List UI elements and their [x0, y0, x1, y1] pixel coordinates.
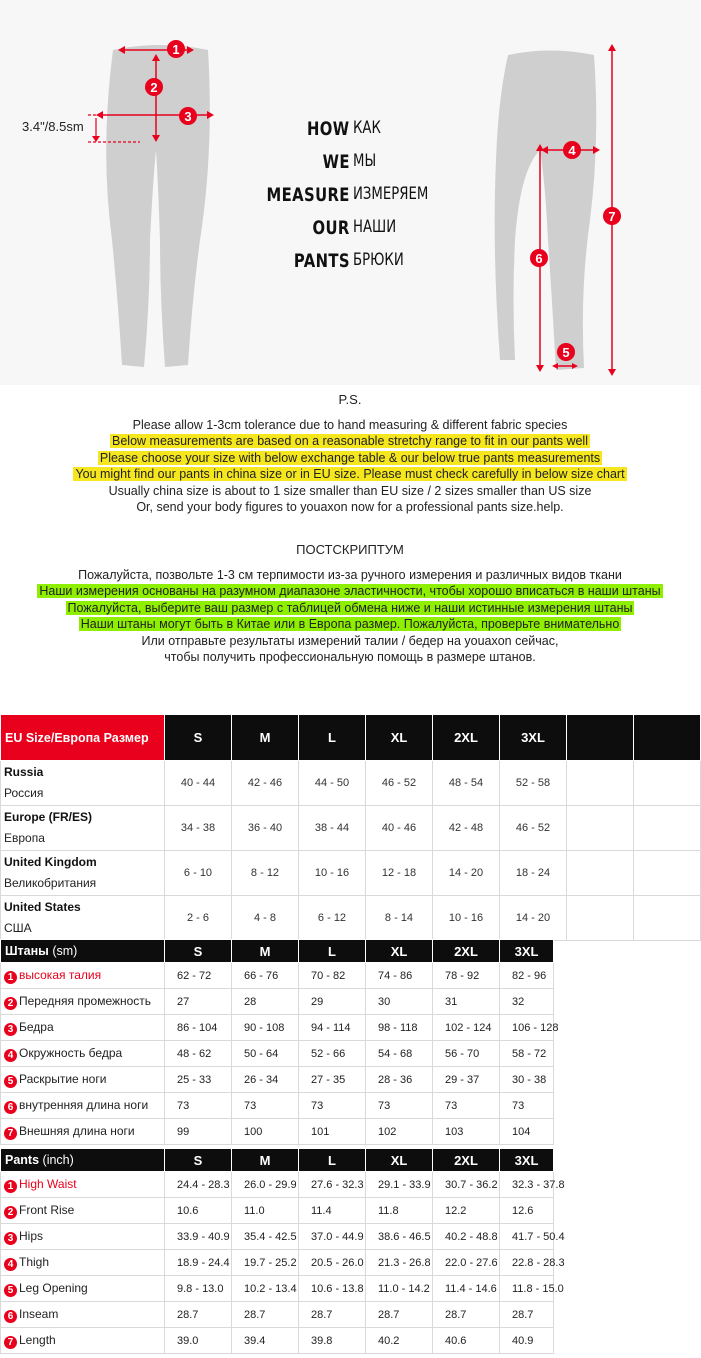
measurement-value-cell: 73 [299, 1093, 366, 1119]
note-text: You might find our pants in china size or in EU size. Please must check carefully in below size chart [75, 467, 625, 481]
measurement-row [1, 1250, 554, 1276]
size-range-cell: 36 - 40 [232, 806, 299, 851]
empty-cell [634, 761, 701, 806]
number-badge-icon: 1 [4, 1180, 17, 1193]
measurement-value-cell: 40.9 [500, 1328, 554, 1354]
measurement-label-cell [1, 1172, 165, 1198]
measurement-value-cell: 66 - 76 [232, 963, 299, 989]
size-range-cell: 42 - 46 [232, 761, 299, 806]
size-header-cell: 2XL [433, 715, 500, 761]
number-badge-icon: 5 [4, 1284, 17, 1297]
marker-2: 2 [150, 80, 158, 95]
measurement-value-cell: 27 - 35 [299, 1067, 366, 1093]
measurement-value-cell: 52 - 66 [299, 1041, 366, 1067]
measurement-label: внутренняя длина ноги [19, 1097, 149, 1112]
size-range-cell: 46 - 52 [500, 806, 567, 851]
measurement-value-cell: 12.2 [433, 1198, 500, 1224]
notes-en-title: P.S. [338, 392, 362, 407]
note-line [0, 616, 700, 633]
note-text: Below measurements are based on a reasonable stretchy range to fit in our pants well [112, 434, 588, 448]
size-range-cell: 40 - 44 [165, 761, 232, 806]
measurement-row [1, 963, 554, 989]
number-badge-icon: 6 [4, 1101, 17, 1114]
size-header-cell: L [299, 715, 366, 761]
note-text: Или отправьте результаты измерений талии / бедер на youaxon сейчас, [141, 633, 559, 648]
measurement-label-cell [1, 1224, 165, 1250]
size-range-cell: 48 - 54 [433, 761, 500, 806]
measurement-value-cell: 18.9 - 24.4 [165, 1250, 232, 1276]
notes-english [0, 392, 700, 516]
size-header-cell: L [299, 1149, 366, 1172]
measurement-label: Length [19, 1332, 56, 1347]
note-line [0, 483, 700, 500]
measurement-value-cell: 24.4 - 28.3 [165, 1172, 232, 1198]
measurement-row [1, 1172, 554, 1198]
how-row-5 [255, 250, 455, 280]
table-title: Pants [5, 1153, 40, 1167]
size-conversion-table [0, 714, 701, 941]
number-badge-icon: 3 [4, 1232, 17, 1245]
measurement-value-cell: 26.0 - 29.9 [232, 1172, 299, 1198]
measurement-row [1, 1224, 554, 1250]
measurement-label: High Waist [19, 1176, 77, 1191]
region-cell [1, 896, 165, 941]
measurement-value-cell: 22.0 - 27.6 [433, 1250, 500, 1276]
measurement-value-cell: 56 - 70 [433, 1041, 500, 1067]
measurement-value-cell: 73 [366, 1093, 433, 1119]
measurement-value-cell: 10.6 [165, 1198, 232, 1224]
measurement-value-cell: 11.8 [366, 1198, 433, 1224]
measurement-value-cell: 39.4 [232, 1328, 299, 1354]
marker-1: 1 [172, 42, 180, 57]
size-header-cell: 2XL [433, 1149, 500, 1172]
measurement-row [1, 989, 554, 1015]
note-text: Пожалуйста, выберите ваш размер с таблицей обмена ниже и наши истинные измерения штаны [67, 600, 633, 615]
size-range-cell: 38 - 44 [299, 806, 366, 851]
measurement-label-cell [1, 1015, 165, 1041]
size-range-cell: 8 - 14 [366, 896, 433, 941]
size-range-cell: 42 - 48 [433, 806, 500, 851]
measurement-value-cell: 11.0 - 14.2 [366, 1276, 433, 1302]
measurement-value-cell: 21.3 - 26.8 [366, 1250, 433, 1276]
measurement-value-cell: 29.1 - 33.9 [366, 1172, 433, 1198]
measurement-value-cell: 28.7 [433, 1302, 500, 1328]
measurement-label-cell [1, 1198, 165, 1224]
measurement-value-cell: 102 [366, 1119, 433, 1145]
empty-cell [634, 896, 701, 941]
measurement-label: Front Rise [19, 1202, 75, 1217]
measurement-value-cell: 26 - 34 [232, 1067, 299, 1093]
how-en-5: PANTS [293, 250, 350, 272]
measurement-label: Бедра [19, 1019, 54, 1034]
region-cell [1, 851, 165, 896]
how-row-4 [255, 217, 455, 247]
note-line [0, 433, 700, 450]
measurement-value-cell: 94 - 114 [299, 1015, 366, 1041]
number-badge-icon: 5 [4, 1075, 17, 1088]
empty-cell [567, 851, 634, 896]
measurement-label-cell [1, 1328, 165, 1354]
note-line [0, 450, 700, 467]
measurement-value-cell: 30.7 - 36.2 [433, 1172, 500, 1198]
measurement-row [1, 1276, 554, 1302]
rise-offset-label: 3.4"/8.5sm [22, 119, 84, 134]
empty-cell [634, 851, 701, 896]
measurement-row [1, 1119, 554, 1145]
measurement-value-cell: 28 - 36 [366, 1067, 433, 1093]
size-range-cell: 6 - 12 [299, 896, 366, 941]
eu-size-header: EU Size/Европа Размер [1, 715, 165, 761]
empty-cell [567, 806, 634, 851]
marker-7: 7 [608, 209, 616, 224]
measurement-value-cell: 48 - 62 [165, 1041, 232, 1067]
measurement-label-cell [1, 963, 165, 989]
note-text: чтобы получить профессиональную помощь в размере штанов. [164, 650, 536, 664]
measurement-label-cell [1, 1093, 165, 1119]
how-row-1 [255, 118, 455, 148]
size-range-cell: 44 - 50 [299, 761, 366, 806]
note-line [0, 567, 700, 584]
size-range-cell: 52 - 58 [500, 761, 567, 806]
size-header-cell: 2XL [433, 940, 500, 963]
size-header-cell: S [165, 940, 232, 963]
measurement-value-cell: 20.5 - 26.0 [299, 1250, 366, 1276]
measurement-value-cell: 58 - 72 [500, 1041, 554, 1067]
measurement-value-cell: 100 [232, 1119, 299, 1145]
note-line [0, 633, 700, 650]
measurement-value-cell: 86 - 104 [165, 1015, 232, 1041]
table-title: Штаны [5, 944, 49, 958]
measurement-value-cell: 35.4 - 42.5 [232, 1224, 299, 1250]
measurement-value-cell: 73 [232, 1093, 299, 1119]
pants-sm-table [0, 939, 559, 1145]
measurement-value-cell: 12.6 [500, 1198, 554, 1224]
note-text: Наши измерения основаны на разумном диапазоне эластичности, чтобы хорошо вписаться в наши штаны [39, 584, 661, 598]
measurement-value-cell: 29 [299, 989, 366, 1015]
marker-4: 4 [568, 143, 576, 158]
size-range-cell: 2 - 6 [165, 896, 232, 941]
measurement-value-cell: 73 [500, 1093, 554, 1119]
region-cell [1, 806, 165, 851]
how-en-3: MEASURE [266, 184, 350, 206]
size-range-cell: 12 - 18 [366, 851, 433, 896]
note-text: Or, send your body figures to youaxon now for a professional pants size.help. [136, 500, 564, 514]
size-header-cell: S [165, 1149, 232, 1172]
measurement-label: Раскрытие ноги [19, 1071, 107, 1086]
measurement-value-cell: 41.7 - 50.4 [500, 1224, 554, 1250]
number-badge-icon: 2 [4, 997, 17, 1010]
how-ru-5: БРЮКИ [353, 250, 404, 270]
how-en-2: WE [322, 151, 350, 173]
measurement-row [1, 1067, 554, 1093]
size-header-cell: XL [366, 1149, 433, 1172]
measurement-value-cell: 28.7 [299, 1302, 366, 1328]
size-range-cell: 14 - 20 [433, 851, 500, 896]
size-range-cell: 10 - 16 [299, 851, 366, 896]
measurement-value-cell: 40.2 [366, 1328, 433, 1354]
empty-header-cell [634, 715, 701, 761]
measurement-row [1, 1015, 554, 1041]
measurement-value-cell: 25 - 33 [165, 1067, 232, 1093]
notes-en-lines [0, 417, 700, 516]
notes-ru-title: ПОСТСКРИПТУМ [296, 542, 404, 557]
size-range-cell: 46 - 52 [366, 761, 433, 806]
note-text: Наши штаны могут быть в Китае или в Европа размер. Пожалуйста, проверьте внимательно [80, 617, 620, 631]
measurement-value-cell: 90 - 108 [232, 1015, 299, 1041]
size-range-cell: 10 - 16 [433, 896, 500, 941]
size-range-cell: 34 - 38 [165, 806, 232, 851]
size-header-cell: L [299, 940, 366, 963]
how-ru-4: НАШИ [353, 217, 397, 237]
measurement-label: Leg Opening [19, 1280, 88, 1295]
how-en-1: HOW [307, 118, 350, 140]
note-text: Please allow 1-3cm tolerance due to hand measuring & different fabric species [132, 417, 568, 432]
measurement-label-cell [1, 1302, 165, 1328]
conversion-row [1, 806, 701, 851]
measurement-value-cell: 39.8 [299, 1328, 366, 1354]
measurement-value-cell: 11.8 - 15.0 [500, 1276, 554, 1302]
measurement-value-cell: 98 - 118 [366, 1015, 433, 1041]
measurement-label-cell [1, 1250, 165, 1276]
note-line [0, 417, 700, 434]
measurement-row [1, 1302, 554, 1328]
measurement-value-cell: 27 [165, 989, 232, 1015]
size-range-cell: 4 - 8 [232, 896, 299, 941]
measurement-value-cell: 62 - 72 [165, 963, 232, 989]
measurement-value-cell: 11.4 [299, 1198, 366, 1224]
measurement-value-cell: 28 [232, 989, 299, 1015]
measurement-label-cell [1, 1276, 165, 1302]
measurement-value-cell: 40.2 - 48.8 [433, 1224, 500, 1250]
empty-cell [634, 806, 701, 851]
measurement-label: Hips [19, 1228, 44, 1243]
measurement-label-cell [1, 1067, 165, 1093]
measurement-value-cell: 9.8 - 13.0 [165, 1276, 232, 1302]
measurement-illustration [0, 0, 700, 385]
conversion-row [1, 851, 701, 896]
measurement-value-cell: 73 [165, 1093, 232, 1119]
region-name-ru: Великобритания [4, 876, 97, 890]
region-name-en: United States [4, 900, 81, 914]
measurement-value-cell: 28.7 [232, 1302, 299, 1328]
measurement-label: Inseam [19, 1306, 59, 1321]
measurement-value-cell: 73 [433, 1093, 500, 1119]
marker-5: 5 [562, 345, 570, 360]
measurement-value-cell: 39.0 [165, 1328, 232, 1354]
number-badge-icon: 7 [4, 1127, 17, 1140]
measurement-value-cell: 101 [299, 1119, 366, 1145]
measurement-row [1, 1041, 554, 1067]
size-header-cell: 3XL [500, 715, 567, 761]
region-name-en: Europe (FR/ES) [4, 810, 93, 824]
measurement-value-cell: 99 [165, 1119, 232, 1145]
measurement-label: Внешняя длина ноги [19, 1123, 135, 1138]
measurement-value-cell: 40.6 [433, 1328, 500, 1354]
measurement-value-cell: 32 [500, 989, 554, 1015]
size-header-cell: S [165, 715, 232, 761]
note-line [0, 583, 700, 600]
how-ru-1: КАК [353, 118, 381, 138]
measurement-label-cell [1, 989, 165, 1015]
how-row-3 [255, 184, 455, 214]
marker-6: 6 [535, 251, 543, 266]
measurement-value-cell: 37.0 - 44.9 [299, 1224, 366, 1250]
pants-inch-table [0, 1148, 565, 1354]
measurement-label: высокая талия [19, 967, 102, 982]
region-name-en: United Kingdom [4, 855, 97, 869]
measurement-value-cell: 29 - 37 [433, 1067, 500, 1093]
measurement-value-cell: 11.4 - 14.6 [433, 1276, 500, 1302]
measurement-value-cell: 78 - 92 [433, 963, 500, 989]
notes-russian [0, 542, 700, 666]
how-en-4: OUR [312, 217, 350, 239]
measurement-value-cell: 106 - 128 [500, 1015, 554, 1041]
measurement-value-cell: 10.2 - 13.4 [232, 1276, 299, 1302]
unit-label: (sm) [52, 944, 78, 958]
number-badge-icon: 3 [4, 1023, 17, 1036]
measurement-header-row [1, 1149, 554, 1172]
measurement-value-cell: 38.6 - 46.5 [366, 1224, 433, 1250]
size-range-cell: 14 - 20 [500, 896, 567, 941]
measurement-value-cell: 10.6 - 13.8 [299, 1276, 366, 1302]
how-row-2 [255, 151, 455, 181]
measurement-value-cell: 102 - 124 [433, 1015, 500, 1041]
region-cell [1, 761, 165, 806]
measurement-label: Thigh [19, 1254, 50, 1269]
size-header-cell: 3XL [500, 940, 554, 963]
note-text: Пожалуйста, позвольте 1-3 см терпимости из-за ручного измерения и различных видов ткани [78, 567, 622, 582]
measurement-value-cell: 74 - 86 [366, 963, 433, 989]
measurement-value-cell: 32.3 - 37.8 [500, 1172, 554, 1198]
measurement-value-cell: 19.7 - 25.2 [232, 1250, 299, 1276]
measurement-value-cell: 31 [433, 989, 500, 1015]
region-name-ru: Россия [4, 786, 44, 800]
number-badge-icon: 6 [4, 1310, 17, 1323]
measurement-value-cell: 70 - 82 [299, 963, 366, 989]
side-pants-silhouette [495, 51, 597, 371]
size-header-cell: M [232, 1149, 299, 1172]
measurement-header-label [1, 940, 165, 963]
size-header-cell: XL [366, 715, 433, 761]
measurement-row [1, 1093, 554, 1119]
measurement-value-cell: 54 - 68 [366, 1041, 433, 1067]
number-badge-icon: 4 [4, 1049, 17, 1062]
size-header-cell: M [232, 715, 299, 761]
marker-3: 3 [184, 109, 192, 124]
measurement-value-cell: 28.7 [500, 1302, 554, 1328]
region-name-en: Russia [4, 765, 44, 779]
measurement-value-cell: 22.8 - 28.3 [500, 1250, 554, 1276]
number-badge-icon: 1 [4, 971, 17, 984]
measurement-label: Окружность бедра [19, 1045, 123, 1060]
conversion-row [1, 896, 701, 941]
size-header-row [1, 715, 701, 761]
measurement-value-cell: 82 - 96 [500, 963, 554, 989]
note-line [0, 466, 700, 483]
measurement-value-cell: 30 [366, 989, 433, 1015]
size-range-cell: 6 - 10 [165, 851, 232, 896]
note-text: Please choose your size with below exchange table & our below true pants measurements [99, 450, 601, 465]
empty-cell [567, 761, 634, 806]
measurement-header-label [1, 1149, 165, 1172]
size-range-cell: 8 - 12 [232, 851, 299, 896]
measurement-value-cell: 28.7 [165, 1302, 232, 1328]
measurement-value-cell: 28.7 [366, 1302, 433, 1328]
measurement-value-cell: 30 - 38 [500, 1067, 554, 1093]
measurement-label-cell [1, 1041, 165, 1067]
how-ru-2: МЫ [353, 151, 377, 171]
region-name-ru: США [4, 921, 32, 935]
note-line [0, 499, 700, 516]
note-text: Usually china size is about to 1 size smaller than EU size / 2 sizes smaller than US size [108, 483, 592, 498]
size-header-cell: M [232, 940, 299, 963]
empty-header-cell [567, 715, 634, 761]
measurement-value-cell: 104 [500, 1119, 554, 1145]
measurement-header-row [1, 940, 554, 963]
region-name-ru: Европа [4, 831, 45, 845]
size-header-cell: XL [366, 940, 433, 963]
measurement-value-cell: 11.0 [232, 1198, 299, 1224]
measurement-row [1, 1198, 554, 1224]
size-range-cell: 40 - 46 [366, 806, 433, 851]
how-ru-3: ИЗМЕРЯЕМ [353, 184, 429, 204]
notes-ru-lines [0, 567, 700, 666]
measurement-row [1, 1328, 554, 1354]
measurement-value-cell: 33.9 - 40.9 [165, 1224, 232, 1250]
measurement-value-cell: 27.6 - 32.3 [299, 1172, 366, 1198]
number-badge-icon: 2 [4, 1206, 17, 1219]
note-line [0, 649, 700, 666]
conversion-row [1, 761, 701, 806]
size-range-cell: 18 - 24 [500, 851, 567, 896]
size-header-cell: 3XL [500, 1149, 554, 1172]
measurement-label-cell [1, 1119, 165, 1145]
measurement-label: Передняя промежность [19, 993, 152, 1008]
measurement-value-cell: 50 - 64 [232, 1041, 299, 1067]
number-badge-icon: 7 [4, 1336, 17, 1349]
unit-label: (inch) [42, 1153, 74, 1167]
note-line [0, 600, 700, 617]
number-badge-icon: 4 [4, 1258, 17, 1271]
measurement-value-cell: 103 [433, 1119, 500, 1145]
empty-cell [567, 896, 634, 941]
